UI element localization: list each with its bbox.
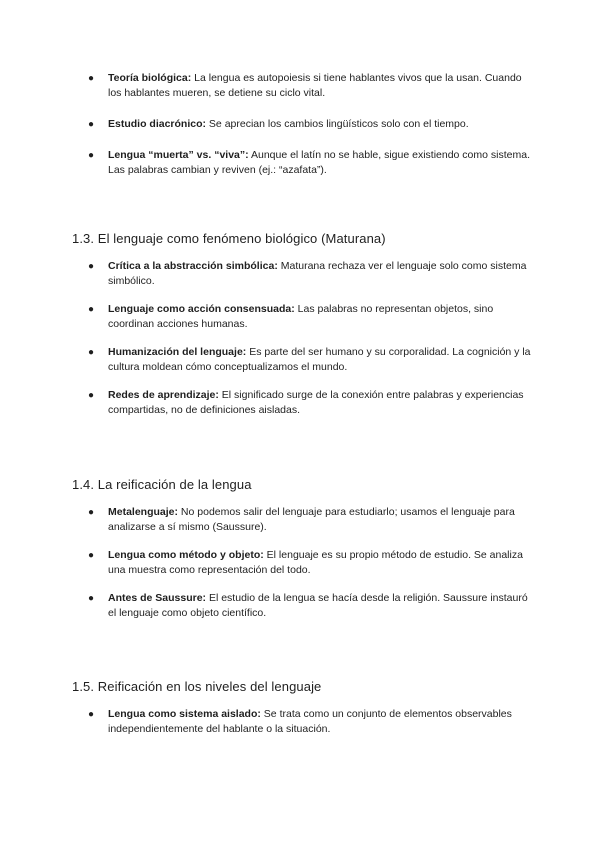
section-1-3 [72,231,532,418]
section-1-4 [72,477,532,621]
bullet-icon: ● [88,304,95,315]
list-item [72,259,532,289]
list-item [72,707,532,737]
item-text: Se trata como un conjunto de elementos observables independientemente del hablante o la situación. [108,708,512,735]
bullet-icon: ● [88,550,95,561]
section-heading: 1.3. El lenguaje como fenómeno biológico (Maturana) [72,231,386,246]
item-text: Se aprecian los cambios lingüísticos solo con el tiempo. [206,118,469,130]
item-term: Metalenguaje: [108,506,179,518]
item-term: Humanización del lenguaje: [108,346,247,358]
item-term: Crítica a la abstracción simbólica: [108,260,278,272]
item-text: Maturana rechaza ver el lenguaje solo como sistema simbólico. [108,260,527,287]
item-term: Antes de Saussure: [108,592,207,604]
bullet-icon: ● [88,261,95,272]
item-term: Redes de aprendizaje: [108,389,219,401]
item-text: Las palabras no representan objetos, sino coordinan acciones humanas. [108,303,494,330]
item-text: El lenguaje es su propio método de estudio. Se analiza una muestra como representación del todo. [108,549,523,576]
list-item [72,117,532,132]
bullet-icon: ● [88,709,95,720]
section-1-5 [72,679,532,737]
item-term: Estudio diacrónico: [108,118,207,130]
bullet-icon: ● [88,593,95,604]
item-text: Es parte del ser humano y su corporalidad. La cognición y la cultura moldean cómo conceptualizamos el mundo. [108,346,531,373]
section-bullet-list [72,259,532,418]
section-bullet-list [72,505,532,621]
item-term: Lenguaje como acción consensuada: [108,303,295,315]
list-item [72,302,532,332]
bullet-icon: ● [88,73,95,84]
list-item [72,591,532,621]
item-text: No podemos salir del lenguaje para estudiarlo; usamos el lenguaje para analizarse a sí mismo (Saussure). [108,506,515,533]
item-term: Lengua “muerta” vs. “viva”: [108,149,249,161]
list-item [72,71,532,101]
item-text: El estudio de la lengua se hacía desde la religión. Saussure instauró el lenguaje como objeto científico. [108,592,528,619]
item-term: Lengua como sistema aislado: [108,708,261,720]
list-item [72,388,532,418]
item-text: La lengua es autopoiesis si tiene hablantes vivos que la usan. Cuando los hablantes mueren, se detiene su ciclo vital. [108,72,522,99]
section-bullet-list [72,707,532,737]
intro-list-section [72,71,532,178]
bullet-icon: ● [88,119,95,130]
item-term: Teoría biológica: [108,72,192,84]
bullet-icon: ● [88,347,95,358]
item-text: Aunque el latín no se hable, sigue existiendo como sistema. Las palabras cambian y reviven (ej.: “azafata”). [108,149,530,176]
list-item [72,345,532,375]
section-heading: 1.5. Reificación en los niveles del lenguaje [72,679,322,694]
list-item [72,148,532,178]
intro-bullet-list [72,71,532,178]
list-item [72,548,532,578]
section-heading: 1.4. La reificación de la lengua [72,477,252,492]
item-term: Lengua como método y objeto: [108,549,264,561]
bullet-icon: ● [88,507,95,518]
list-item [72,505,532,535]
bullet-icon: ● [88,390,95,401]
item-text: El significado surge de la conexión entre palabras y experiencias compartidas, no de definiciones aisladas. [108,389,524,416]
bullet-icon: ● [88,150,95,161]
